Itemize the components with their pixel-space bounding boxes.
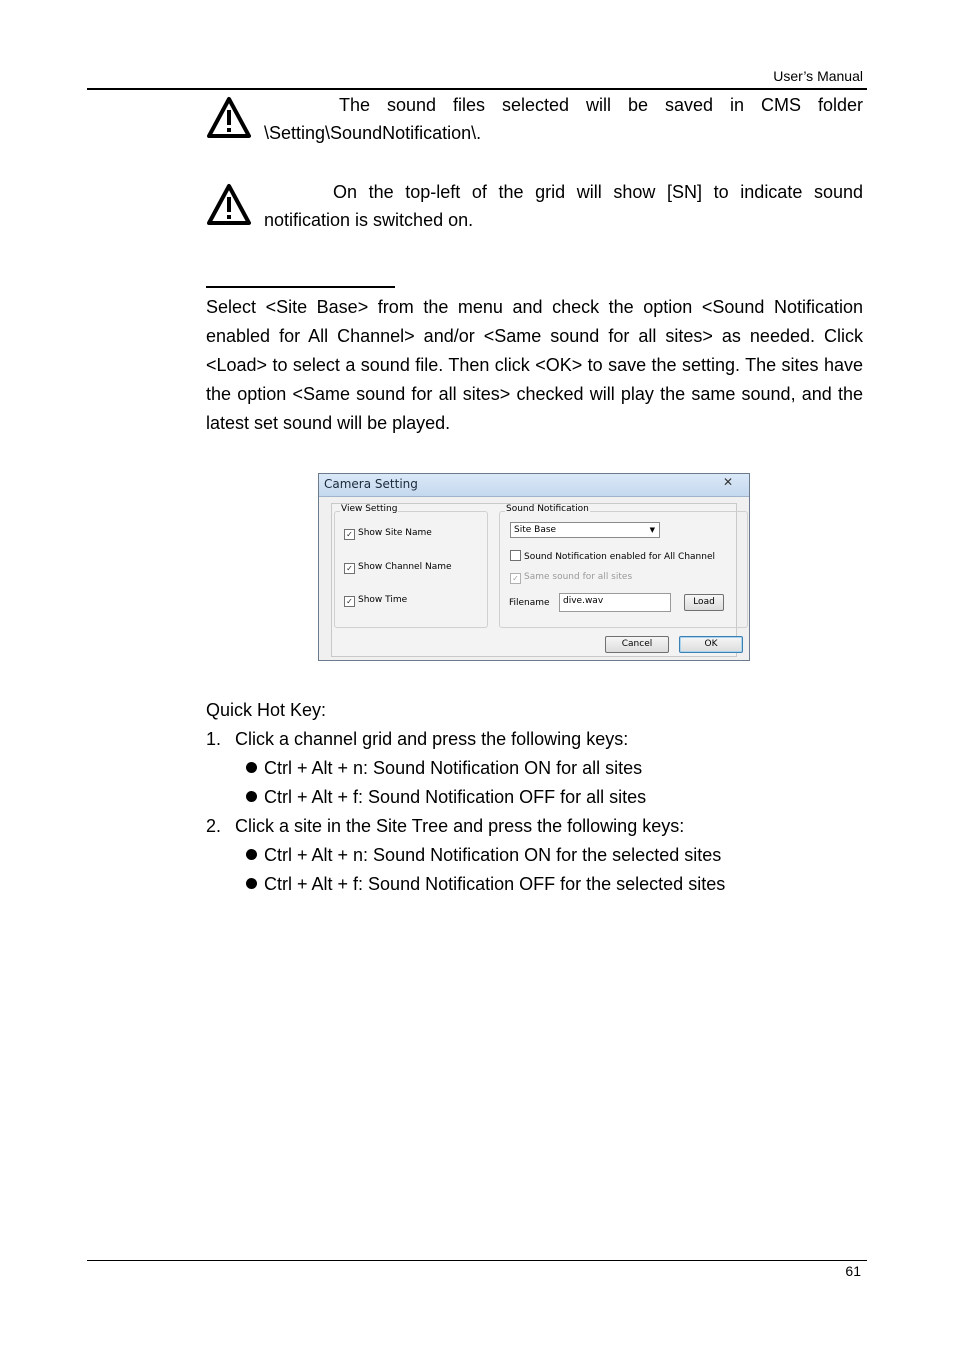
section-underline [206,286,395,288]
bullet-icon [246,878,257,889]
header-rule [87,88,867,90]
show-time-checkbox[interactable] [344,595,407,607]
note [206,91,863,147]
bullet-text: Ctrl + Alt + n: Sound Notification ON for all sites [264,758,643,778]
show-channel-name-checkbox[interactable] [344,562,452,574]
checkmark-icon: ✓ [510,573,521,584]
checkmark-icon: ✓ [344,563,355,574]
warning-icon [206,183,252,227]
filename-label: Filename [509,598,550,608]
dialog-body [331,503,737,657]
chevron-down-icon: ▼ [649,526,655,534]
show-site-name-checkbox[interactable] [344,528,432,540]
same-sound-label: Same sound for all sites [524,572,633,582]
list-item [206,725,628,754]
step-number: 1. [206,729,222,749]
ok-button[interactable]: OK [679,636,743,653]
dialog-title: Camera Setting [324,477,418,491]
list-item [246,783,646,812]
list-item [246,870,725,899]
same-sound-checkbox[interactable] [510,572,632,584]
view-setting-title: View Setting [341,504,398,514]
bullet-text: Ctrl + Alt + n: Sound Notification ON for the selected sites [264,845,722,865]
step-text: Click a site in the Site Tree and press the following keys: [235,816,685,836]
header-title: User’s Manual [773,68,863,84]
enabled-all-channel-label: Sound Notification enabled for All Channel [524,552,715,562]
checkbox-box [510,550,521,561]
sound-notification-group [499,504,748,628]
notification-mode-value: Site Base [514,525,557,535]
enabled-all-channel-checkbox[interactable] [510,550,715,562]
step-number: 2. [206,816,222,836]
step-text: Click a channel grid and press the following keys: [235,729,629,749]
cancel-button[interactable]: Cancel [605,636,669,653]
list-item [246,841,721,870]
bullet-text: Ctrl + Alt + f: Sound Notification OFF for all sites [264,787,647,807]
show-time-label: Show Time [358,595,408,605]
note-text: The sound files selected will be saved in CMS folder \Setting\SoundNotification\. [264,95,863,143]
camera-setting-dialog [318,473,750,661]
checkmark-icon: ✓ [344,529,355,540]
view-setting-group [334,504,488,628]
body-paragraph: Select <Site Base> from the menu and check the option <Sound Notification enabled for All Channel> and/or <Same sound for all sites> as needed. Click <Load> to select a sound file. Then click <OK> to save the setting. The sites have the option <Same sound for all sites> checked will play the same sound, and the latest set sound will be played. [206,297,863,433]
bullet-icon [246,849,257,860]
checkmark-icon: ✓ [344,596,355,607]
bullet-icon [246,791,257,802]
load-button[interactable]: Load [684,594,724,611]
footer-rule [87,1260,867,1261]
filename-field[interactable]: dive.wav [559,593,671,612]
close-icon[interactable]: ✕ [722,475,734,489]
bullet-text: Ctrl + Alt + f: Sound Notification OFF for the selected sites [264,874,726,894]
show-site-name-label: Show Site Name [358,528,432,538]
note [206,178,863,234]
list-item [246,754,642,783]
page-number: 61 [845,1263,861,1279]
dialog-titlebar [319,474,749,497]
note-text: On the top-left of the grid will show [SN] to indicate sound notification is switched on. [264,182,863,230]
show-channel-name-label: Show Channel Name [358,562,452,572]
list-item [206,812,684,841]
hotkeys-title: Quick Hot Key: [206,700,327,720]
notification-mode-select[interactable] [510,522,660,538]
warning-icon [206,96,252,140]
sound-notification-title: Sound Notification [506,504,589,514]
bullet-icon [246,762,257,773]
